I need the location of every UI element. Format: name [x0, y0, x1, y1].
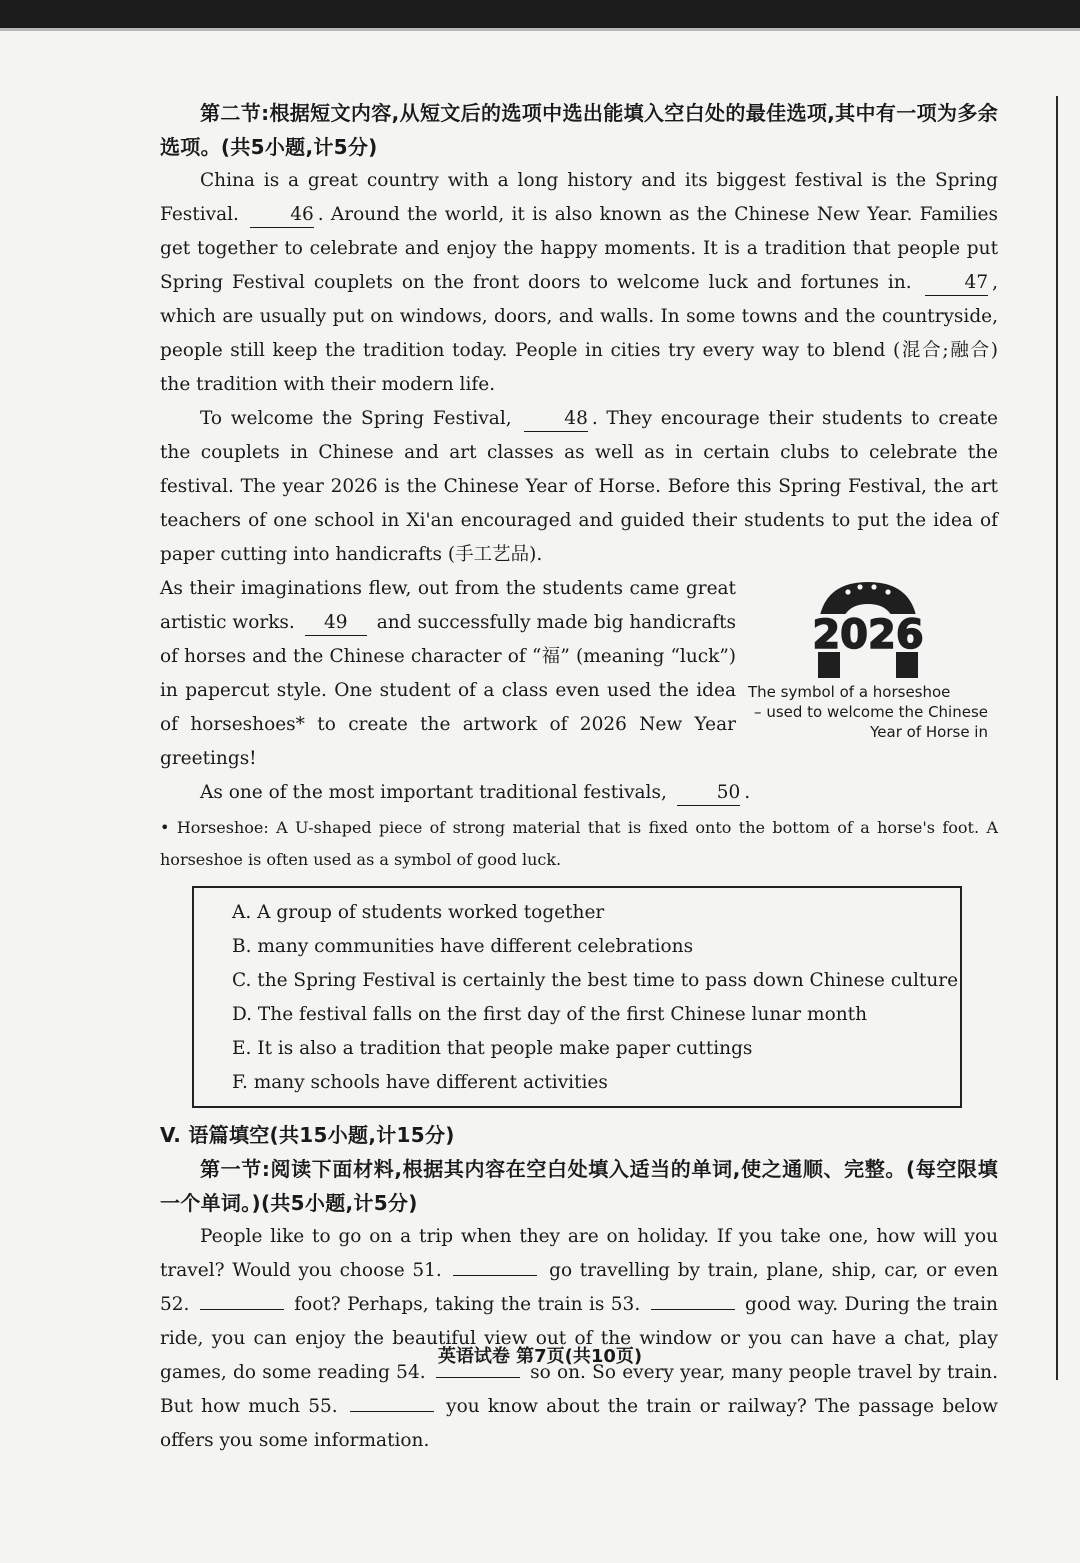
exam-page [160, 96, 998, 1458]
blank-46[interactable]: 46 [250, 203, 314, 228]
caption-line-3: Year of Horse in [870, 723, 988, 741]
section-v1-heading: 第一节:阅读下面材料,根据其内容在空白处填入适当的单词,使之通顺、完整。(每空限填一个单词。)(共5小题,计5分) [160, 1157, 998, 1215]
blank-48[interactable]: 48 [524, 407, 588, 432]
blank-49[interactable]: 49 [305, 611, 367, 636]
blank-52[interactable] [200, 1309, 284, 1310]
option-d: D. The festival falls on the first day of the first Chinese lunar month [232, 1004, 867, 1025]
para2-text-2: . They encourage their students to create the couplets in Chinese and art classes as well as in certain clubs to celebrate the festival. The year 2026 is the Chinese Year of Horse. Before this Spring Festival, the art teachers of one school in Xi'an encouraged and guided their students to put the idea of paper cutting into handicrafts (手工艺品). [160, 408, 998, 565]
para4-text-2: . [744, 782, 751, 803]
para1-text-2: . Around the world, it is also known as the Chinese New Year. Families get together to celebrate and enjoy the happy moments. It is a tradition that people put Spring Festival couplets on the front doors to welcome luck and fortunes in. [160, 204, 998, 293]
para5-text-6: you know about the train or railway? The passage below offers you some information. [160, 1396, 998, 1451]
top-edge-shadow [0, 28, 1080, 31]
section-v-heading: V. 语篇填空(共15小题,计15分) [160, 1123, 455, 1147]
horseshoe-figure [748, 574, 998, 760]
passage-paragraph-2 [160, 402, 998, 572]
para5-text-2: go travelling by train, plane, ship, car, or even 52. [160, 1260, 998, 1315]
para5-text-3: foot? Perhaps, taking the train is 53. [294, 1294, 641, 1315]
blank-55[interactable] [350, 1411, 434, 1412]
para4-text-1: As one of the most important traditional festivals, [200, 782, 667, 803]
para1-text-3: , which are usually put on windows, doors, and walls. In some towns and the countryside, people still keep the tradition today. People in cities try every way to blend (混合;融合) the tradition with their modern life. [160, 272, 998, 395]
horseshoe-2026-image [788, 574, 948, 684]
option-a: A. A group of students worked together [232, 902, 605, 923]
figure-year-text: 2026 [812, 612, 924, 658]
passage-paragraph-4 [160, 776, 998, 810]
figure-caption [748, 682, 988, 742]
passage-paragraph-5 [160, 1220, 998, 1458]
blank-47[interactable]: 47 [925, 271, 989, 296]
caption-line-2: – used to welcome the Chinese [754, 703, 988, 721]
blank-53[interactable] [651, 1309, 735, 1310]
para3-text-1: As their imaginations flew, out from the students came great artistic works. [160, 578, 736, 633]
horseshoe-footnote: • Horseshoe: A U-shaped piece of strong material that is fixed onto the bottom of a horse's foot. A horseshoe is often used as a symbol of good luck. [160, 818, 998, 869]
right-margin-rule [1056, 96, 1058, 1380]
top-edge-bar [0, 0, 1080, 28]
para5-text-1: People like to go on a trip when they are on holiday. If you take one, how will you travel? Would you choose 51. [160, 1226, 998, 1281]
para3-text-2: and successfully made big handicrafts of horses and the Chinese character of “福” (meaning “luck”) in papercut style. One student of a class even used the idea of horseshoes* to create the artwork of 2026 New Year greetings! [160, 612, 736, 769]
blank-54[interactable] [436, 1377, 520, 1378]
para5-text-5: so on. So every year, many people travel by train. But how much 55. [160, 1362, 998, 1417]
caption-line-1: The symbol of a horseshoe [748, 683, 951, 701]
option-b: B. many communities have different celebrations [232, 936, 694, 957]
option-e: E. It is also a tradition that people make paper cuttings [232, 1038, 753, 1059]
option-f: F. many schools have different activities [232, 1072, 608, 1093]
options-box [192, 886, 962, 1108]
blank-51[interactable] [453, 1275, 537, 1276]
paragraph-with-figure [160, 572, 998, 776]
passage-paragraph-3 [160, 572, 736, 776]
blank-50[interactable]: 50 [677, 781, 741, 806]
passage-paragraph-1 [160, 164, 998, 402]
para2-text-1: To welcome the Spring Festival, [200, 408, 512, 429]
section2-heading: 第二节:根据短文内容,从短文后的选项中选出能填入空白处的最佳选项,其中有一项为多余选项。(共5小题,计5分) [160, 101, 998, 159]
page-footer: 英语试卷 第7页(共10页) [437, 1346, 643, 1367]
para5-text-4: good way. During the train ride, you can enjoy the beautiful view out of the window or you can have a chat, play games, do some reading 54. [160, 1294, 998, 1383]
para1-text-1: China is a great country with a long history and its biggest festival is the Spring Festival. [160, 170, 998, 225]
option-c: C. the Spring Festival is certainly the best time to pass down Chinese culture [232, 970, 959, 991]
